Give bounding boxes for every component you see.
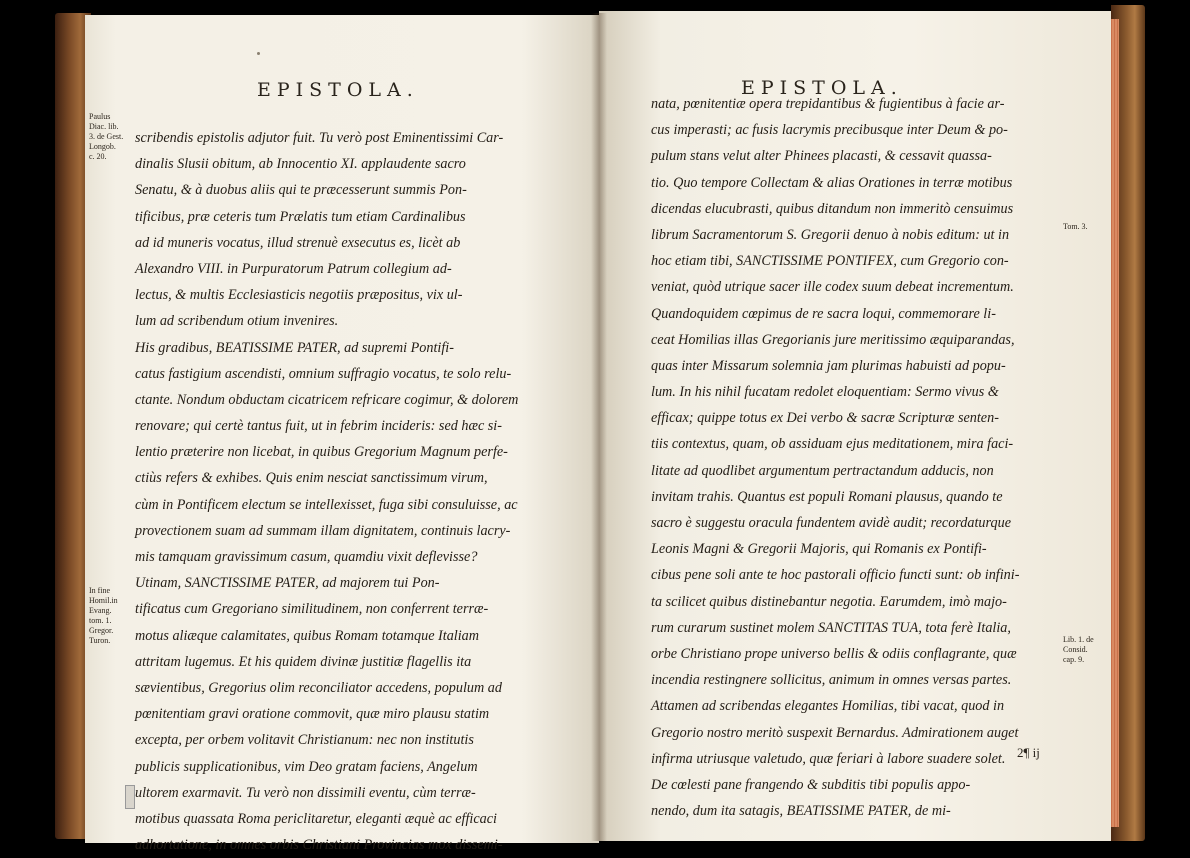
left-text-line: tificibus, præ ceteris tum Prælatis tum etiam Cardinalibus (135, 208, 466, 225)
left-text-line: ad id muneris vocatus, illud strenuè exsecutus es, licèt ab (135, 234, 461, 251)
right-page-text (651, 91, 1019, 824)
right-text-line: incendia restingnere sollicitus, animum in omnes versas partes. (651, 672, 1012, 689)
right-text-line: pulum stans velut alter Phinees placasti, & cessavit quassa- (651, 148, 992, 165)
right-text-line: tiis contextus, quam, ob assiduam ejus meditationem, mira faci- (651, 436, 1014, 453)
right-text-line: efficax; quippe totus ex Dei verbo & sacræ Scripturæ senten- (651, 410, 999, 427)
right-text-line: Gregorio nostro meritò suspexit Bernardus. Admirationem auget (651, 724, 1019, 741)
left-text-line: publicis supplicationibus, vim Deo gratam faciens, Angelum (135, 758, 478, 775)
left-text-line: pœnitentiam gravi oratione commovit, quæ miro plausu statim (135, 706, 490, 723)
left-text-line: ctiùs refers & exhibes. Quis enim nesciat sanctissimum virum, (135, 470, 488, 487)
left-text-line: tificatus cum Gregoriano similitudinem, non conferrent terræ- (135, 601, 489, 618)
left-text-line: Alexandro VIII. in Purpuratorum Patrum collegium ad- (135, 260, 452, 277)
right-text-line: Leonis Magni & Gregorii Majoris, qui Romanis ex Pontifi- (651, 541, 987, 558)
right-text-line: nata, pœnitentiæ opera trepidantibus & fugientibus à facie ar- (651, 96, 1005, 112)
left-margin-note-1: Paulus Diac. lib. 3. de Gest. Longob. c. 20. (89, 112, 124, 161)
left-page-text (135, 125, 518, 858)
left-text-line: mis tamquam gravissimum casum, quamdiu vixit deflevisse? (135, 549, 478, 565)
right-page (599, 11, 1111, 841)
right-text-line: cibus pene soli ante te hoc pastorali officio functi sunt: ob infini- (651, 567, 1020, 584)
left-text-line: His gradibus, BEATISSIME PATER, ad supremi Pontifi- (135, 339, 454, 356)
right-margin-note-2: Lib. 1. de Consid. cap. 9. (1063, 635, 1094, 664)
page-tab (125, 785, 135, 809)
right-text-line: sacro è suggestu oracula fundentem avidè audit; recordaturque (651, 515, 1012, 531)
left-text-line: Senatu, & à duobus aliis qui te præcesserunt summis Pon- (135, 182, 467, 199)
right-text-line: quas inter Missarum solemnia jam plurimas habuisti ad popu- (651, 357, 1006, 374)
right-text-line: tio. Quo tempore Collectam & alias Orationes in terræ motibus (651, 174, 1013, 191)
right-page-heading: EPISTOLA. (741, 77, 903, 99)
ink-spot (257, 52, 260, 55)
open-book (55, 5, 1145, 854)
left-text-line: motus aliæque calamitates, quibus Romam totamque Italiam (135, 627, 480, 644)
right-text-line: dicendas elucubrasti, quibus ditandum non immeritò censuimus (651, 200, 1014, 217)
right-text-line: rum curarum sustinet molem SANCTITAS TUA, tota ferè Italia, (651, 619, 1011, 636)
left-text-line: renovare; qui certè tantus fuit, ut in febrim incideris: sed hæc si- (135, 418, 502, 435)
left-text-line: sævientibus, Gregorius olim reconciliator accedens, populum ad (135, 679, 502, 696)
left-page (85, 15, 599, 854)
left-text-line: attritam lugemus. Et his quidem divinæ justitiæ flagellis ita (135, 653, 472, 670)
left-text-line: lum ad scribendum otium invenires. (135, 313, 339, 330)
left-text-line: ultorem exarmavit. Tu verò non dissimili eventu, cùm terræ- (135, 784, 476, 801)
right-text-line: litate ad quodlibet argumentum pertractandum adducis, non (651, 462, 994, 479)
right-text-line: Quandoquidem cœpimus de re sacra loqui, commemorare li- (651, 305, 996, 322)
left-page-heading: EPISTOLA. (257, 79, 419, 101)
right-text-line: veniat, quòd utrique sacer ille codex suum debeat incrementum. (651, 279, 1014, 296)
right-text-line: ta scilicet quibus distinebantur negotia. Earumdem, imò majo- (651, 593, 1007, 610)
left-text-line: catus fastigium ascendisti, omnium suffragio vocatus, te solo relu- (135, 365, 512, 382)
left-text-line: lectus, & multis Ecclesiasticis negotiis præpositus, vix ul- (135, 287, 463, 304)
right-text-line: invitam trahis. Quantus est populi Romani plausus, quando te (651, 488, 1003, 505)
right-text-line: infirma utriusque valetudo, quæ feriari à labore suadere solet. (651, 750, 1006, 767)
left-margin-note-2: In fine Homil.in Evang. tom. 1. Gregor. Turon. (89, 586, 118, 645)
right-text-line: orbe Christiano prope universo bellis & odiis conflagrante, quæ (651, 645, 1017, 662)
left-text-line: motibus quassata Roma periclitaretur, eleganti æquè ac efficaci (135, 810, 497, 827)
gutter-shadow (591, 13, 607, 841)
left-text-line: dinalis Slusii obitum, ab Innocentio XI. applaudente sacro (135, 156, 466, 173)
left-text-line: Utinam, SANCTISSIME PATER, ad majorem tui Pon- (135, 575, 440, 592)
right-text-line: hoc etiam tibi, SANCTISSIME PONTIFEX, cum Gregorio con- (651, 253, 1009, 270)
left-text-line: adhortatione, in omnes orbis Christiani Provincias mox dissemi- (135, 837, 503, 854)
left-text-line: cùm in Pontificem electum se intellexisset, fuga sibi consuluisse, ac (135, 496, 518, 513)
left-text-line: provectionem suam ad summam illam dignitatem, continuis lacry- (135, 522, 511, 539)
right-text-line: cus imperasti; ac fusis lacrymis precibusque inter Deum & po- (651, 122, 1008, 139)
right-text-line: librum Sacramentorum S. Gregorii denuo à nobis editum: ut in (651, 226, 1010, 243)
left-text-line: scribendis epistolis adjutor fuit. Tu verò post Eminentissimi Car- (135, 130, 504, 146)
right-margin-note-1: Tom. 3. (1063, 222, 1088, 231)
left-text-line: excepta, per orbem volitavit Christianum: nec non institutis (135, 732, 474, 749)
right-text-line: De cœlesti pane frangendo & subditis tibi populis appo- (651, 776, 971, 793)
right-text-line: ceat Homilias illas Gregorianis jure meritissimo æquiparandas, (651, 331, 1015, 348)
right-text-line: Attamen ad scribendas elegantes Homilias, tibi vacat, quod in (651, 698, 1005, 715)
signature-mark: 2¶ ij (1017, 745, 1040, 760)
right-text-line: lum. In his nihil fucatam redolet eloquentiam: Sermo vivus & (651, 384, 999, 401)
right-text-line: nendo, dum ita satagis, BEATISSIME PATER, de mi- (651, 803, 951, 820)
left-text-line: lentio præterire non licebat, in quibus Gregorium Magnum perfe- (135, 444, 508, 461)
left-text-line: ctante. Nondum obductam cicatricem refricare cogimur, & dolorem (135, 391, 519, 408)
